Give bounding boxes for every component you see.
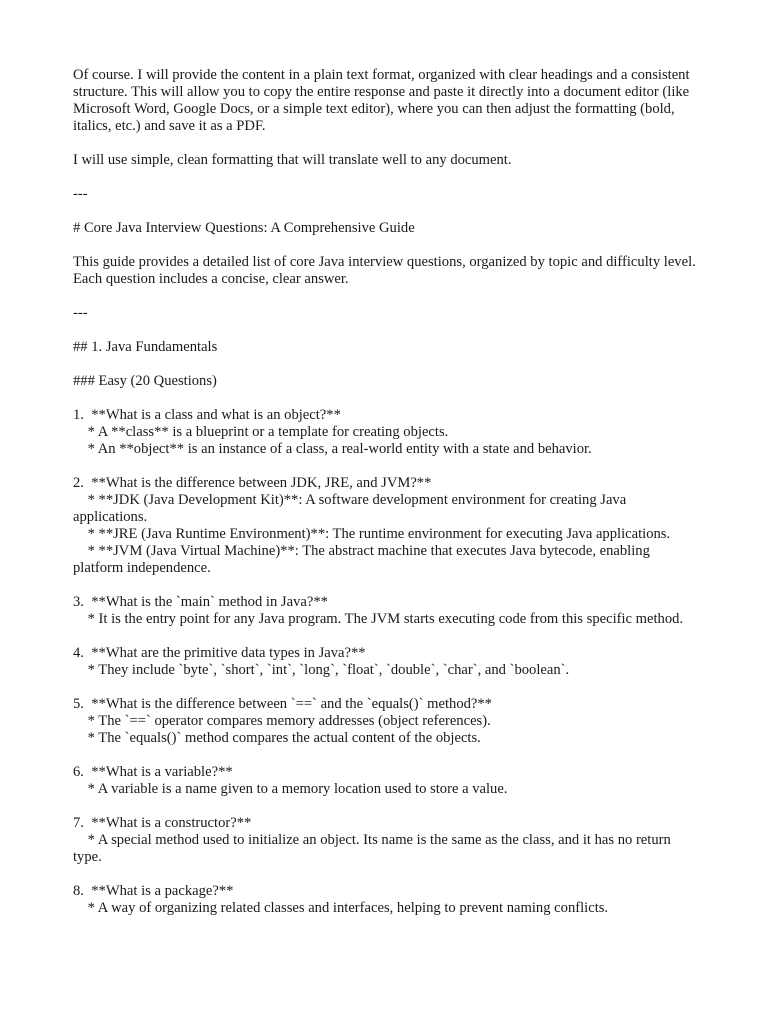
question-item	[73, 815, 698, 866]
question-text: 6. **What is a variable?**	[73, 764, 233, 780]
question-item	[73, 594, 698, 628]
divider-2: ---	[73, 305, 88, 321]
intro-paragraph-1: Of course. I will provide the content in a plain text format, organized with clear headings and a consistent structure. This will allow you to copy the entire response and paste it directly into a document editor (like Microsoft Word, Google Docs, or a simple text editor), where you can then adjust the formatting (bold, italics, etc.) and save it as a PDF.	[73, 67, 694, 134]
question-item	[73, 407, 698, 458]
question-text: 7. **What is a constructor?**	[73, 815, 252, 831]
question-item	[73, 475, 698, 577]
subsection-heading: ### Easy (20 Questions)	[73, 373, 217, 389]
divider-1: ---	[73, 186, 88, 202]
question-text: 3. **What is the `main` method in Java?**	[73, 594, 328, 610]
question-item	[73, 764, 698, 798]
question-item	[73, 645, 698, 679]
answer-bullet: * The `equals()` method compares the actual content of the objects.	[73, 730, 481, 746]
question-text: 2. **What is the difference between JDK, JRE, and JVM?**	[73, 475, 432, 491]
answer-bullet: * A variable is a name given to a memory location used to store a value.	[73, 781, 508, 797]
question-item	[73, 696, 698, 747]
question-text: 1. **What is a class and what is an object?**	[73, 407, 341, 423]
question-text: 4. **What are the primitive data types in Java?**	[73, 645, 366, 661]
answer-bullet: * **JVM (Java Virtual Machine)**: The abstract machine that executes Java bytecode, enabling platform independence.	[73, 543, 654, 576]
answer-bullet: * The `==` operator compares memory addresses (object references).	[73, 713, 491, 729]
answer-bullet: * An **object** is an instance of a class, a real-world entity with a state and behavior.	[73, 441, 592, 457]
answer-bullet: * **JRE (Java Runtime Environment)**: The runtime environment for executing Java applications.	[73, 526, 671, 542]
document-title: # Core Java Interview Questions: A Comprehensive Guide	[73, 220, 415, 236]
question-item	[73, 883, 698, 917]
question-text: 8. **What is a package?**	[73, 883, 234, 899]
intro-paragraph-2: I will use simple, clean formatting that will translate well to any document.	[73, 152, 512, 168]
answer-bullet: * A way of organizing related classes and interfaces, helping to prevent naming conflicts.	[73, 900, 609, 916]
answer-bullet: * They include `byte`, `short`, `int`, `long`, `float`, `double`, `char`, and `boolean`.	[73, 662, 570, 678]
question-text: 5. **What is the difference between `==` and the `equals()` method?**	[73, 696, 492, 712]
answer-bullet: * It is the entry point for any Java program. The JVM starts executing code from this specific method.	[73, 611, 684, 627]
answer-bullet: * A special method used to initialize an object. Its name is the same as the class, and it has no return type.	[73, 832, 675, 865]
section-heading: ## 1. Java Fundamentals	[73, 339, 218, 355]
answer-bullet: * **JDK (Java Development Kit)**: A software development environment for creating Java applications.	[73, 492, 630, 525]
document-description: This guide provides a detailed list of core Java interview questions, organized by topic and difficulty level. Each question includes a concise, clear answer.	[73, 254, 700, 287]
answer-bullet: * A **class** is a blueprint or a template for creating objects.	[73, 424, 449, 440]
document-body	[73, 67, 698, 934]
